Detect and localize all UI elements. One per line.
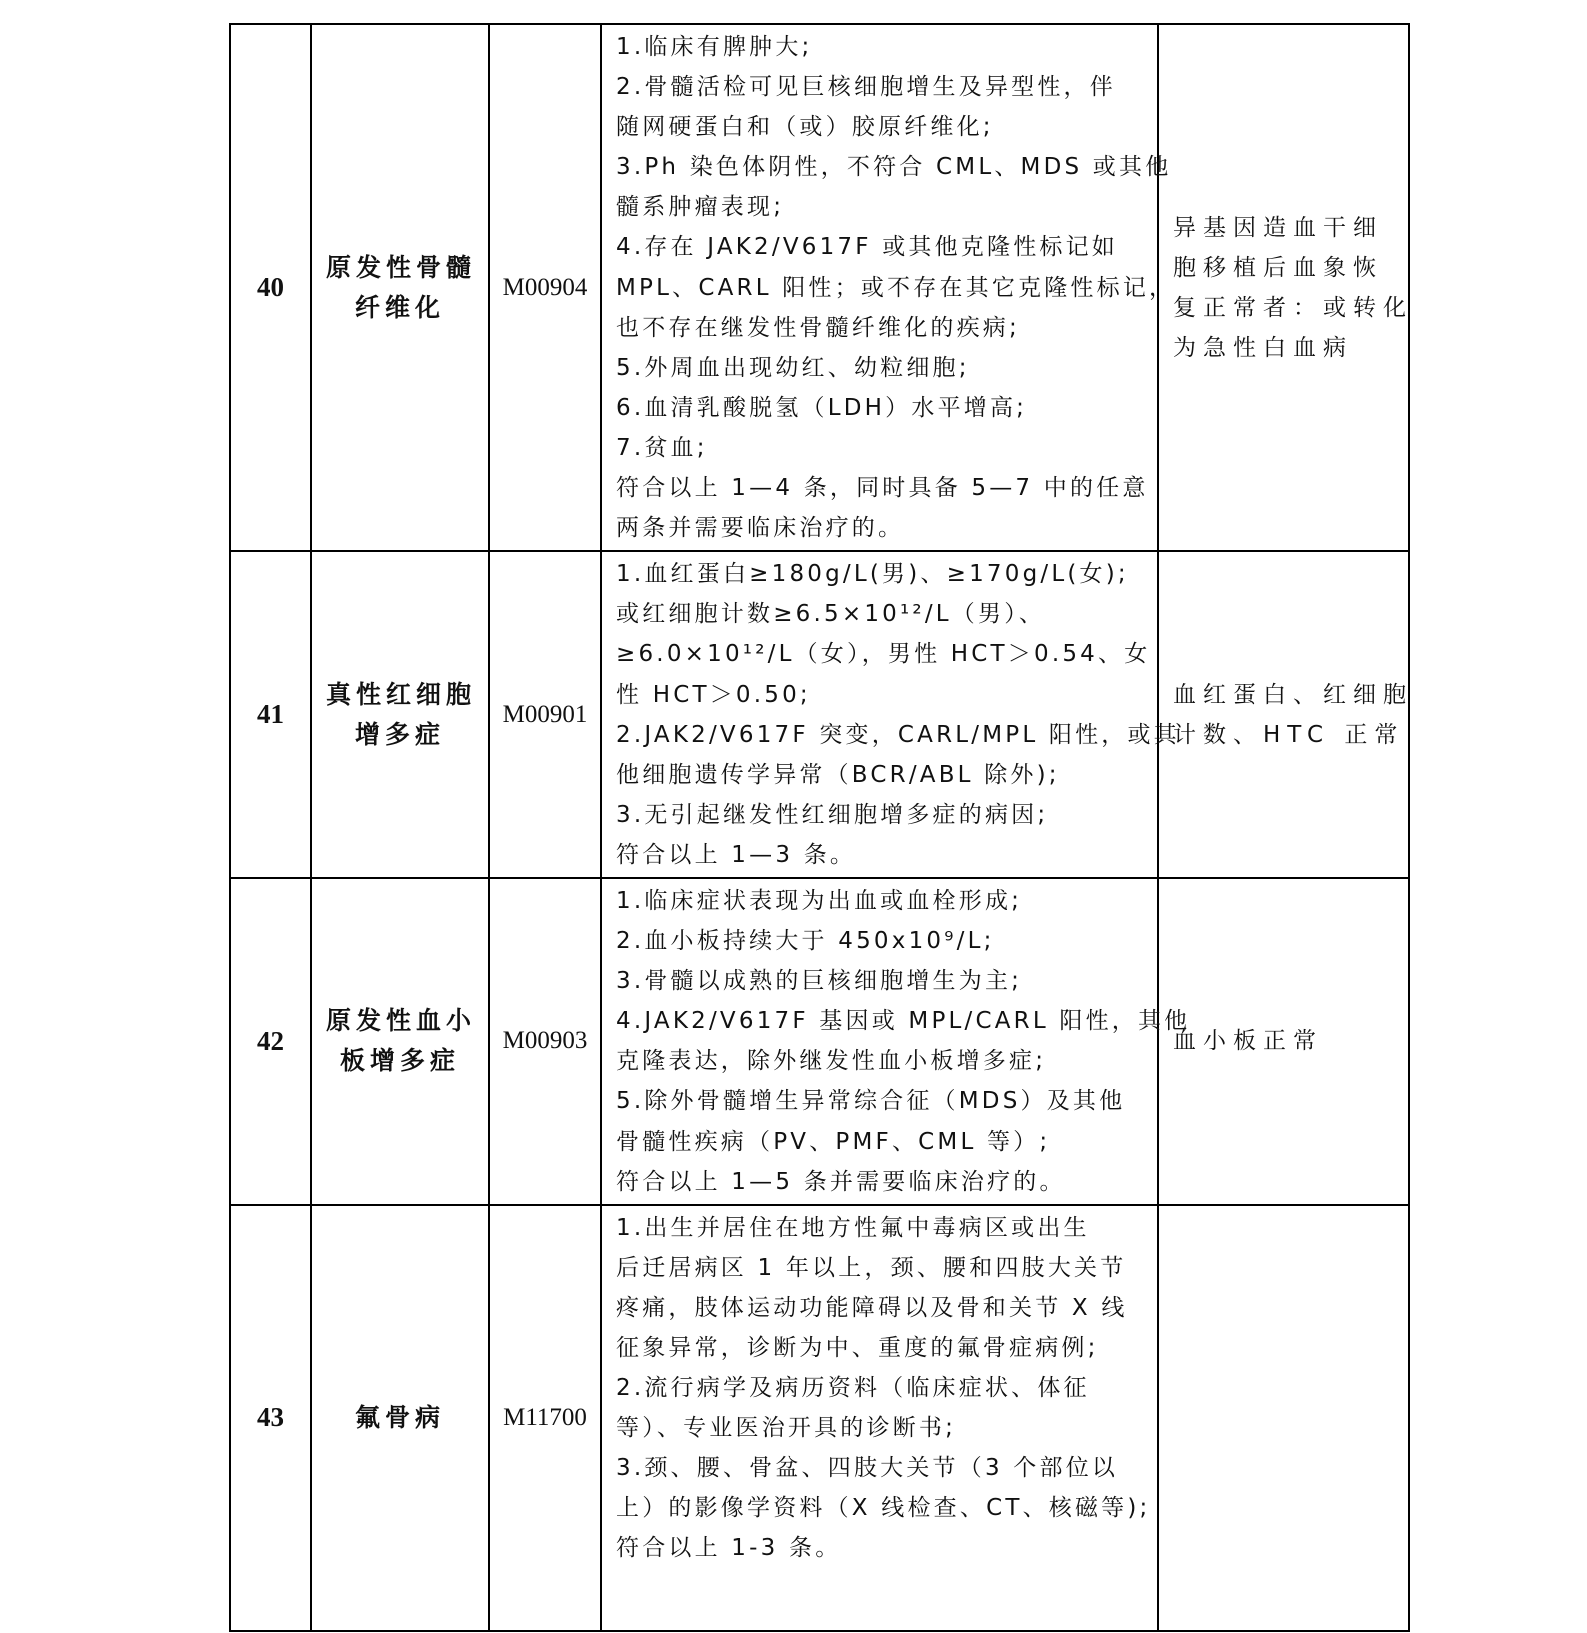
criteria-line: ≥6.0×10¹²/L（女），男性 HCT＞0.54、女 [616,641,1151,668]
criteria-line: 疼痛，肢体运动功能障碍以及骨和关节 X 线 [616,1294,1128,1321]
exit-criteria-line: 异基因造血干细 [1173,214,1383,241]
criteria-line: 骨髓性疾病（PV、PMF、CML 等）; [616,1128,1051,1155]
disease-name-line: 原发性骨髓 [326,252,477,282]
criteria-line: 3.颈、腰、骨盆、四肢大关节（3 个部位以 [616,1455,1119,1482]
criteria-line: 性 HCT＞0.50; [616,681,811,708]
criteria-line: 或红细胞计数≥6.5×10¹²/L（男）、 [616,601,1046,628]
criteria-line: 随网硬蛋白和（或）胶原纤维化; [616,114,994,141]
exit-criteria [1158,24,1413,551]
disease-code: M00901 [489,551,601,878]
criteria-line: 6.血清乳酸脱氢（LDH）水平增高; [616,394,1028,421]
exit-criteria [1158,878,1409,1205]
disease-name-line: 真性红细胞 [326,679,477,709]
table-row [230,878,1409,1205]
table-row [230,551,1409,878]
criteria-line: 符合以上 1-3 条。 [616,1535,842,1562]
criteria-line: 后迁居病区 1 年以上，颈、腰和四肢大关节 [616,1254,1127,1281]
disease-code: M00904 [489,24,601,551]
criteria-line: 符合以上 1—4 条，同时具备 5—7 中的任意 [616,475,1149,502]
disease-code: M11700 [489,1205,601,1631]
criteria-line: 符合以上 1—5 条并需要临床治疗的。 [616,1168,1066,1195]
exit-criteria-line: 计数、HTC 正常 [1173,721,1405,748]
exit-criteria-line: 血小板正常 [1173,1028,1323,1055]
disease-name [311,878,489,1205]
criteria-line: 3.无引起继发性红细胞增多症的病因; [616,801,1049,828]
criteria-line: 两条并需要临床治疗的。 [616,515,905,542]
criteria-line: 上）的影像学资料（X 线检查、CT、核磁等); [616,1495,1151,1522]
row-number: 42 [230,878,311,1205]
criteria-line: 征象异常，诊断为中、重度的氟骨症病例; [616,1335,1099,1361]
exit-criteria-line: 为急性白血病 [1173,334,1353,361]
diagnostic-criteria [601,1205,1158,1631]
disease-name [311,1205,489,1631]
criteria-line: 符合以上 1—3 条。 [616,841,857,868]
criteria-line: 3.骨髓以成熟的巨核细胞增生为主; [616,968,1023,995]
exit-criteria [1158,551,1413,878]
criteria-line: 1.出生并居住在地方性氟中毒病区或出生 [616,1214,1090,1241]
exit-criteria-line: 胞移植后血象恢 [1173,254,1383,281]
diagnostic-criteria [601,551,1180,878]
disease-name-line: 增多症 [354,719,445,749]
disease-name-line: 板增多症 [339,1046,460,1076]
criteria-line: 3.Ph 染色体阴性，不符合 CML、MDS 或其他 [616,154,1172,181]
disease-name [311,551,489,878]
criteria-line: 1.血红蛋白≥180g/L(男)、≥170g/L(女); [616,561,1129,588]
criteria-line: 5.外周血出现幼红、幼粒细胞; [616,354,970,381]
criteria-line: 等）、专业医治开具的诊断书; [616,1415,957,1442]
criteria-line: 也不存在继发性骨髓纤维化的疾病; [616,314,1020,341]
exit-criteria-line: 复正常者：或转化 [1173,294,1413,321]
criteria-line: 1.临床症状表现为出血或血栓形成; [616,887,1023,914]
criteria-line: 他细胞遗传学异常（BCR/ABL 除外); [616,761,1060,788]
disease-code: M00903 [489,878,601,1205]
criteria-line: 2.流行病学及病历资料（临床症状、体征 [616,1375,1090,1402]
criteria-line: MPL、CARL 阳性；或不存在其它克隆性标记， [616,274,1176,301]
exit-criteria-line: 血红蛋白、红细胞 [1173,681,1413,708]
criteria-line: 4.存在 JAK2/V617F 或其他克隆性标记如 [616,234,1119,261]
disease-criteria-table [229,23,1413,1632]
row-number: 43 [230,1205,311,1631]
exit-criteria [1158,1205,1409,1631]
disease-name-line: 氟骨病 [354,1402,445,1432]
disease-name [311,24,489,551]
criteria-line: 2.血小板持续大于 450x10⁹/L; [616,928,995,955]
row-number: 41 [230,551,311,878]
diagnostic-criteria [601,24,1176,551]
table-row [230,24,1409,551]
criteria-line: 2.JAK2/V617F 突变，CARL/MPL 阳性，或其 [616,721,1180,748]
criteria-line: 5.除外骨髓增生异常综合征（MDS）及其他 [616,1088,1126,1115]
criteria-line: 克隆表达，除外继发性血小板增多症; [616,1048,1047,1075]
criteria-line: 4.JAK2/V617F 基因或 MPL/CARL 阳性，其他 [616,1008,1191,1035]
disease-name-line: 原发性血小 [326,1006,477,1036]
criteria-line: 髓系肿瘤表现; [616,194,785,221]
criteria-line: 1.临床有脾肿大; [616,34,813,60]
diagnostic-criteria [601,878,1191,1205]
criteria-line: 7.贫血; [616,434,708,461]
table-row [230,1205,1409,1631]
row-number: 40 [230,24,311,551]
disease-name-line: 纤维化 [354,292,445,322]
criteria-line: 2.骨髓活检可见巨核细胞增生及异型性，伴 [616,74,1116,101]
